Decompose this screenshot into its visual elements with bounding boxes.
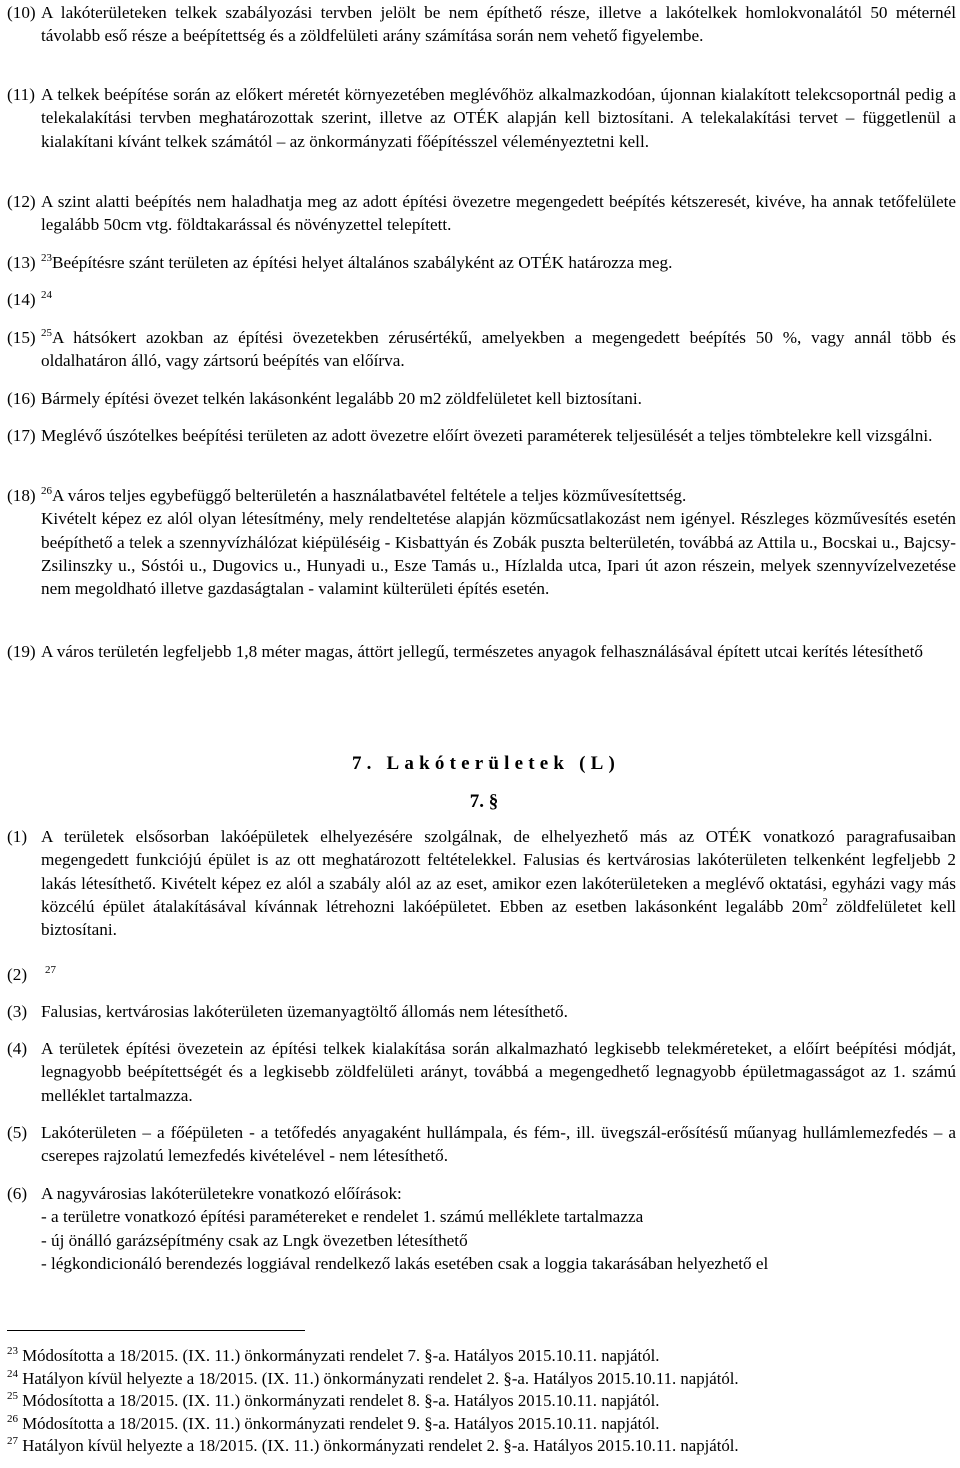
list-item: - légkondicionáló berendezés loggiával rendelkező lakás esetében csak a loggia takarásában helyezhető el bbox=[41, 1253, 769, 1273]
paragraph-17 bbox=[7, 424, 956, 447]
paragraph-number: (14) bbox=[7, 290, 36, 309]
paragraph-12 bbox=[7, 190, 956, 237]
paragraph-number: (2) bbox=[7, 965, 28, 984]
footnote-separator bbox=[7, 1330, 305, 1331]
footnote-26: $^{26}$ Módosította a 18/2015. (IX. 11.) önkormányzati rendelet 9. §-a. Hatályos 2015.10.11. napjától. bbox=[7, 1412, 660, 1433]
paragraph-text: A területek elsősorban lakóépületek elhelyezésére szolgálnak, de elhelyezhető más az OTÉK vonatkozó paragrafusaiban megengedett funkciójú épület is az ott meghatározott feltételekkel. Falusias és kertvárosias lakóterületen telkenként legfeljebb 2 lakás létesíthető. Kivételt képez ez alól a szabály alól az az eset, amikor ezen lakóterületeken a meglévő oktatási, egyházi vagy más közcélú épület átalakításával kívánnak létrehozni lakóépületet. Ebben az esetben lakásonként legalább $20m^2$ zöldfelületet kell biztosítani. bbox=[41, 827, 957, 940]
footnote-ref[interactable]: 24 bbox=[41, 289, 52, 301]
paragraph-4 bbox=[7, 1037, 956, 1107]
footnote-ref[interactable]: 27 bbox=[45, 964, 56, 976]
paragraph-2 bbox=[7, 963, 956, 986]
paragraph-number: (4) bbox=[7, 1039, 28, 1058]
paragraph-text: A területek építési övezetein az építési telkek kialakítása során alkalmazható legkisebb telekméreteket, a előírt beépítési módját, legnagyobb beépítettségét és a legkisebb zöldfelületi arányt, továbbá a megengedhető legnagyobb épületmagasságot az 1. számú melléklet tartalmazza. bbox=[41, 1039, 956, 1105]
footnote-ref[interactable]: 26 bbox=[41, 485, 52, 497]
footnotes bbox=[7, 1345, 957, 1458]
paragraph-text: $^{23}$Beépítésre szánt területen az építési helyet általános szabályként az OTÉK határozza meg. bbox=[41, 252, 673, 272]
paragraph-number: (13) bbox=[7, 253, 36, 272]
paragraph-10 bbox=[7, 1, 956, 48]
paragraph-16 bbox=[7, 387, 956, 410]
paragraph-text bbox=[41, 288, 956, 311]
paragraph-6 bbox=[7, 1182, 956, 1275]
paragraph-13 bbox=[7, 251, 956, 274]
paragraph-text: A lakóterületeken telkek szabályozási tervben jelölt be nem építhető része, illetve a lakótelkek homlokvonalától 50 méternél távolabb eső része a beépítettség és a zöldfelületi arány számítása során nem vehető figyelembe. bbox=[41, 3, 956, 46]
paragraph-text: A nagyvárosias lakóterületekre vonatkozó előírások: - a területre vonatkozó építési paramétereket e rendelet 1. számú melléklete tartalmazza - új önálló garázsépítmény csak az Lngk övezetben létesíthető - légkondicionáló berendezés loggiával rendelkező lakás esetében csak a loggia takarásában helyezhető el bbox=[41, 1182, 956, 1275]
paragraph-text: Bármely építési övezet telkén lakásonként legalább 20 m2 zöldfelületet kell biztosítani. bbox=[41, 389, 642, 408]
paragraph-number: (1) bbox=[7, 827, 28, 846]
paragraph-number: (15) bbox=[7, 328, 36, 347]
paragraph-15 bbox=[7, 326, 956, 373]
footnote-ref[interactable]: 25 bbox=[41, 327, 52, 339]
paragraph-number: (11) bbox=[7, 85, 35, 104]
paragraph-number: (16) bbox=[7, 389, 36, 408]
paragraph-3 bbox=[7, 1000, 956, 1023]
paragraph-1 bbox=[7, 825, 956, 941]
paragraph-number: (6) bbox=[7, 1184, 28, 1203]
paragraph-text: Falusias, kertvárosias lakóterületen üzemanyagtöltő állomás nem létesíthető. bbox=[41, 1002, 568, 1021]
paragraph-number: (19) bbox=[7, 642, 36, 661]
paragraph-number: (12) bbox=[7, 192, 36, 211]
footnote-25: $^{25}$ Módosította a 18/2015. (IX. 11.) önkormányzati rendelet 8. §-a. Hatályos 2015.10.11. napjától. bbox=[7, 1390, 660, 1410]
list-item: - a területre vonatkozó építési paramétereket e rendelet 1. számú melléklete tartalmazza bbox=[41, 1207, 644, 1227]
paragraph-14 bbox=[7, 288, 956, 311]
paragraph-19 bbox=[7, 640, 956, 663]
paragraph-text: $^{25}$A hátsókert azokban az építési övezetekben zérusértékű, amelyekben a megengedett beépítés 50 %, vagy annál több és oldalhatáron álló, vagy zártsorú beépítés van előírva. bbox=[41, 327, 956, 371]
paragraph-text: A szint alatti beépítés nem haladhatja meg az adott építési övezetre megengedett beépítés kétszeresét, kivéve, ha annak tetőfelülete legalább 50cm vtg. földtakarással és növényzettel telepített. bbox=[41, 192, 956, 235]
footnote-24: $^{24}$ Hatályon kívül helyezte a 18/2015. (IX. 11.) önkormányzati rendelet 2. §-a. Hatályos 2015.10.11. napjától. bbox=[7, 1367, 739, 1388]
paragraph-number: (3) bbox=[7, 1002, 28, 1021]
paragraph-text: Meglévő úszótelkes beépítési területen az adott övezetre előírt övezeti paraméterek teljesülését a teljes tömbtelekre kell vizsgálni. bbox=[41, 426, 933, 445]
paragraph-text: A város területén legfeljebb 1,8 méter magas, áttört jellegű, természetes anyagok felhasználásával épített utcai kerítés létesíthető bbox=[41, 642, 923, 661]
footnote-27: $^{27}$ Hatályon kívül helyezte a 18/2015. (IX. 11.) önkormányzati rendelet 2. §-a. Hatályos 2015.10.11. napjától. bbox=[7, 1435, 739, 1455]
paragraph-text bbox=[45, 963, 956, 986]
section-title: 7. Lakóterületek (L) bbox=[351, 753, 621, 774]
paragraph-text: $^{26}$A város teljes egybefüggő belterületén a használatbavétel feltétele a teljes közművesítettség. Kivételt képez ez alól olyan létesítmény, mely rendeltetése alapján közműcsatlakozást nem igényel. Részleges közművesítés esetén beépíthető a telek a szennyvízhálózat kiépüléséig - Kisbattyán és Zobák puszta belterületén, továbbá az Attila u., Bocskai u., Bajcsy-Zsilinszky u., Sóstói u., Dugovics u., Hunyadi u., Esze Tamás u., Hízlalda utca, Ipari út azon részein, melyek szennyvízelvezetése nem megoldható illetve gazdaságtalan - valamint külterületi építés esetén. bbox=[41, 485, 956, 599]
paragraph-5 bbox=[7, 1121, 956, 1168]
paragraph-text: A telkek beépítése során az előkert méretét környezetében meglévőhöz alkalmazkodóan, újonnan kialakított telekcsoportnál pedig a telekalakítási tervben meghatározottak szerint, illetve az OTÉK alapján kell biztosítani. A telekalakítási tervet – függetlenül a kialakítani kívánt telkek számától – az önkormányzati főépítésszel véleményeztetni kell. bbox=[41, 85, 956, 151]
footnote-ref[interactable]: 23 bbox=[41, 252, 52, 264]
paragraph-text: Lakóterületen – a főépületen - a tetőfedés anyagaként hullámpala, és fém-, ill. üvegszál-erősítésű műanyag hullámlemezfedés – a cserepes rajzolatú lemezfedés kivételével - nem létesíthető. bbox=[41, 1123, 956, 1166]
footnote-23: $^{23}$ Módosította a 18/2015. (IX. 11.) önkormányzati rendelet 7. §-a. Hatályos 2015.10.11. napjától. bbox=[7, 1345, 660, 1365]
section-paragraph-sign: 7. § bbox=[469, 791, 499, 812]
paragraph-number: (17) bbox=[7, 426, 36, 445]
paragraph-number: (18) bbox=[7, 486, 36, 505]
paragraph-18 bbox=[7, 484, 956, 600]
paragraph-number: (10) bbox=[7, 3, 36, 22]
list-item: - új önálló garázsépítmény csak az Lngk övezetben létesíthető bbox=[41, 1230, 468, 1250]
paragraph-11 bbox=[7, 83, 956, 153]
paragraph-number: (5) bbox=[7, 1123, 28, 1142]
